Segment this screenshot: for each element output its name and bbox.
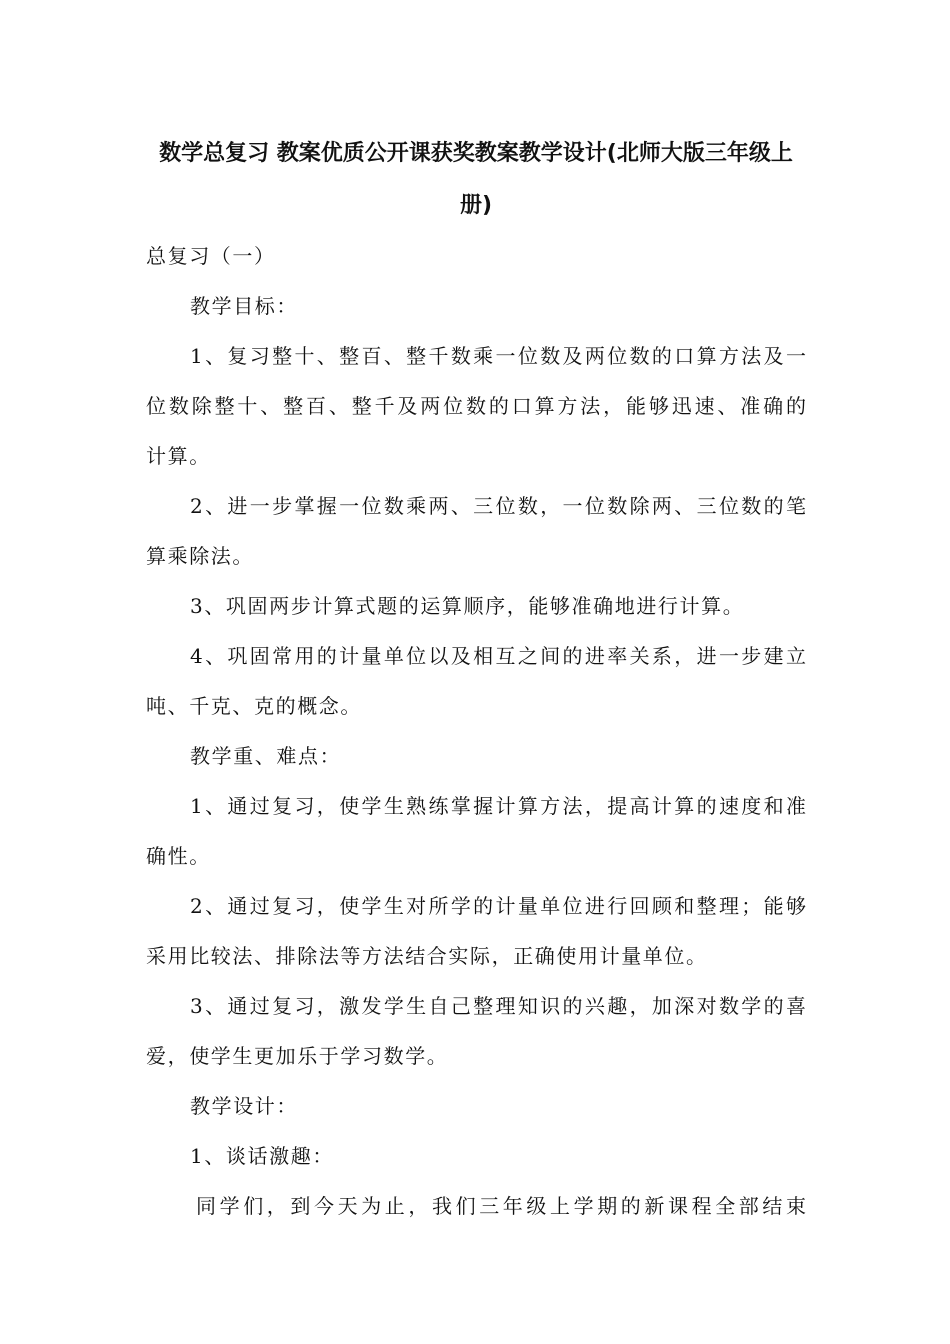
keypoint-item-1-line-1: 1、通过复习，使学生熟练掌握计算方法，提高计算的速度和准	[190, 794, 806, 818]
keypoint-item-2-line-1: 2、通过复习，使学生对所学的计量单位进行回顾和整理；能够	[190, 894, 806, 918]
goal-item-1-line-1: 1、复习整十、整百、整千数乘一位数及两位数的口算方法及一	[190, 344, 806, 368]
goal-item-1-line-3: 计算。	[146, 444, 211, 468]
goal-item-3-line-1: 3、巩固两步计算式题的运算顺序，能够准确地进行计算。	[190, 594, 745, 618]
design-heading: 教学设计：	[190, 1094, 298, 1118]
keypoint-item-2-line-2: 采用比较法、排除法等方法结合实际，正确使用计量单位。	[146, 944, 708, 968]
goals-heading: 教学目标：	[190, 294, 298, 318]
goal-item-4-line-2: 吨、千克、克的概念。	[146, 694, 362, 718]
keypoints-heading: 教学重、难点：	[190, 744, 342, 768]
section-heading: 总复习（一）	[146, 244, 276, 268]
design-paragraph-line-1: 同学们，到今天为止，我们三年级上学期的新课程全部结束	[196, 1194, 806, 1218]
goal-item-2-line-2: 算乘除法。	[146, 544, 254, 568]
keypoint-item-3-line-1: 3、通过复习，激发学生自己整理知识的兴趣，加深对数学的喜	[190, 994, 806, 1018]
goal-item-2-line-1: 2、进一步掌握一位数乘两、三位数，一位数除两、三位数的笔	[190, 494, 806, 518]
keypoint-item-1-line-2: 确性。	[146, 844, 211, 868]
goal-item-1-line-2: 位数除整十、整百、整千及两位数的口算方法，能够迅速、准确的	[146, 394, 806, 418]
document-title-line-1: 数学总复习 教案优质公开课获奖教案教学设计(北师大版三年级上	[159, 141, 793, 166]
design-step-1: 1、谈话激趣：	[190, 1144, 334, 1168]
goal-item-4-line-1: 4、巩固常用的计量单位以及相互之间的进率关系，进一步建立	[190, 644, 806, 668]
keypoint-item-3-line-2: 爱，使学生更加乐于学习数学。	[146, 1044, 449, 1068]
document-title-line-2: 册)	[459, 193, 493, 218]
